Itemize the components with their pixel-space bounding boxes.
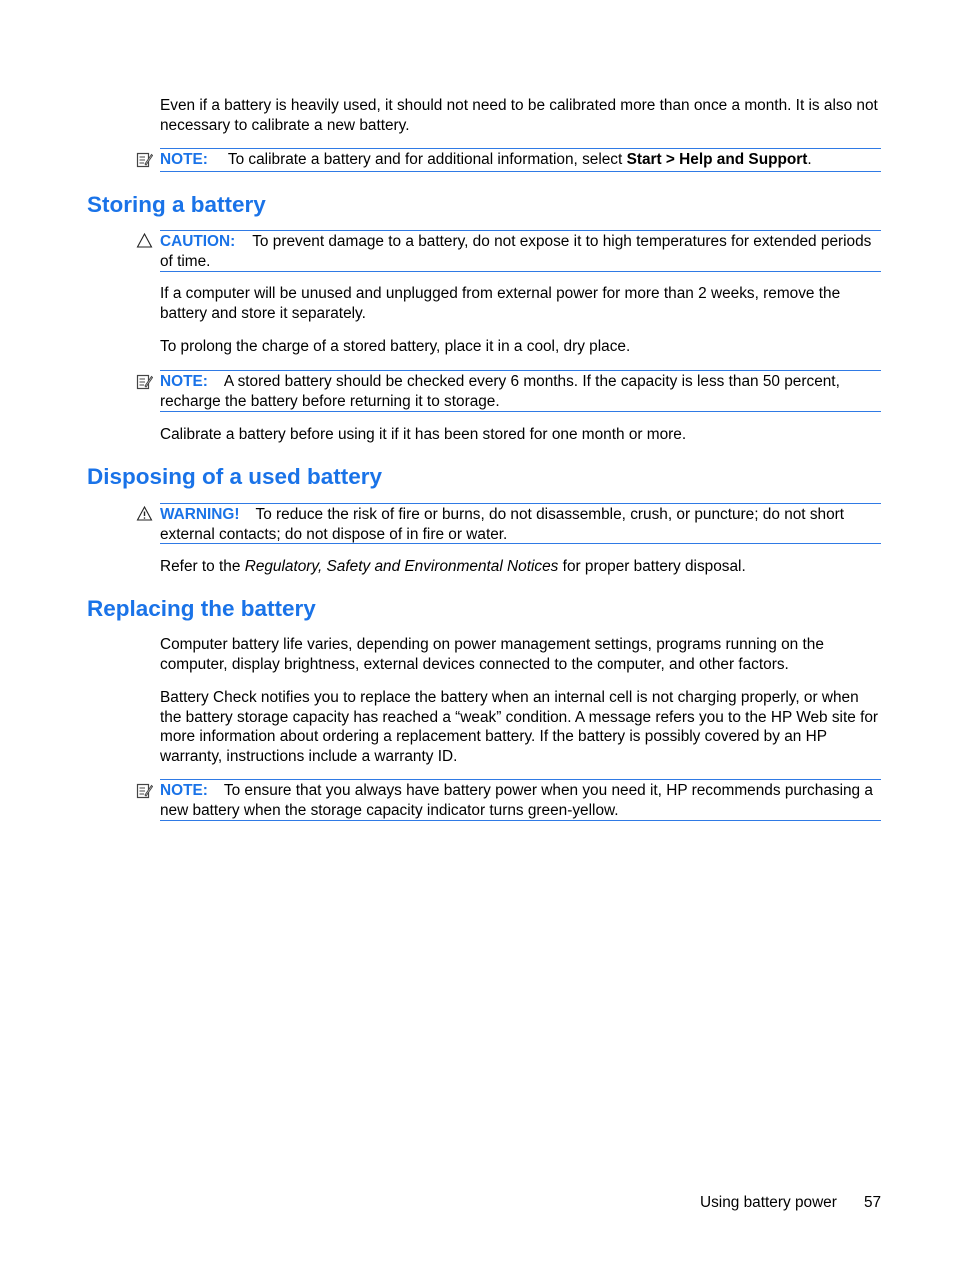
warning-triangle-icon bbox=[136, 505, 153, 522]
disposing-paragraph bbox=[160, 557, 882, 577]
note-icon bbox=[136, 151, 153, 168]
note-text: To calibrate a battery and for additional information, select bbox=[227, 151, 627, 168]
note-box bbox=[160, 779, 881, 821]
note-label: NOTE: bbox=[160, 151, 208, 168]
section-heading-disposing: Disposing of a used battery bbox=[87, 464, 383, 489]
storing-paragraph-2: To prolong the charge of a stored battery, place it in a cool, dry place. bbox=[160, 338, 631, 355]
note-text: To ensure that you always have battery power when you need it, HP recommends purchasing a new battery when the storage capacity indicator turns green-yellow. bbox=[160, 782, 873, 819]
storing-paragraph-1: If a computer will be unused and unplugged from external power for more than 2 weeks, remove the battery and store it separately. bbox=[160, 285, 841, 322]
page-number: 57 bbox=[864, 1194, 882, 1211]
replacing-paragraph-1: Computer battery life varies, depending on power management settings, programs running on the computer, display brightness, external devices connected to the computer, and other factors. bbox=[160, 636, 824, 673]
caution-triangle-icon bbox=[136, 232, 153, 249]
note-box bbox=[160, 370, 881, 412]
caution-text: To prevent damage to a battery, do not expose it to high temperatures for extended periods of time. bbox=[160, 233, 872, 270]
note-text-end: . bbox=[807, 151, 812, 168]
document-title: Regulatory, Safety and Environmental Notices bbox=[244, 558, 559, 575]
warning-text: To reduce the risk of fire or burns, do not disassemble, crush, or puncture; do not short external contacts; do not dispose of in fire or water. bbox=[160, 506, 845, 543]
note-label: NOTE: bbox=[160, 782, 208, 799]
section-heading-storing: Storing a battery bbox=[87, 192, 266, 217]
note-box bbox=[160, 148, 881, 172]
note-icon bbox=[136, 782, 153, 799]
disposing-text-end: for proper battery disposal. bbox=[558, 558, 746, 575]
disposing-text-start: Refer to the bbox=[160, 558, 245, 575]
warning-box bbox=[160, 503, 881, 544]
warning-label: WARNING! bbox=[160, 506, 240, 523]
storing-paragraph-3: Calibrate a battery before using it if it has been stored for one month or more. bbox=[160, 426, 687, 443]
footer-section-title: Using battery power bbox=[700, 1194, 837, 1211]
intro-paragraph: Even if a battery is heavily used, it should not need to be calibrated more than once a month. It is also not necessary to calibrate a new battery. bbox=[160, 97, 878, 134]
caution-label: CAUTION: bbox=[160, 233, 236, 250]
menu-path: Start > Help and Support bbox=[626, 151, 808, 168]
section-heading-replacing: Replacing the battery bbox=[87, 596, 316, 621]
note-icon bbox=[136, 373, 153, 390]
note-label: NOTE: bbox=[160, 373, 208, 390]
caution-box bbox=[160, 230, 881, 272]
note-text: A stored battery should be checked every 6 months. If the capacity is less than 50 percent, recharge the battery before returning it to storage. bbox=[160, 373, 840, 410]
replacing-paragraph-2: Battery Check notifies you to replace the battery when an internal cell is not charging properly, or when the battery storage capacity has reached a “weak” condition. A message refers you to the HP Web site for more information about ordering a replacement battery. If the battery is possibly covered by an HP warranty, instructions include a warranty ID. bbox=[160, 689, 879, 765]
